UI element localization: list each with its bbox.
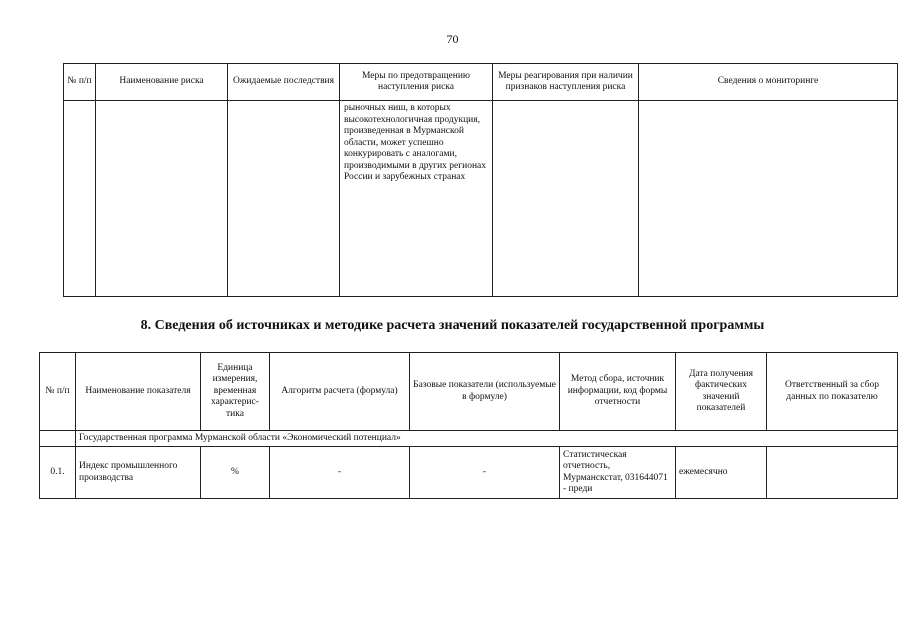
header-base-indicators: Базовые показатели (используемые в формуле) bbox=[410, 353, 560, 431]
cell-collection-method: Статистическая отчетность, Мурманскстат, 031644071 - преди bbox=[560, 447, 676, 499]
header-consequences: Ожидаемые последствия bbox=[228, 64, 340, 101]
header-unit: Единица измерения, временная характерис- тика bbox=[201, 353, 270, 431]
header-risk-name: Наименование риска bbox=[96, 64, 228, 101]
cell-number bbox=[64, 101, 96, 297]
header-number: № п/п bbox=[64, 64, 96, 101]
header-algorithm: Алгоритм расчета (формула) bbox=[270, 353, 410, 431]
cell-base-indicators: - bbox=[410, 447, 560, 499]
cell-number: 0.1. bbox=[40, 447, 76, 499]
section-title: 8. Сведения об источниках и методике расчета значений показателей государственной программы bbox=[140, 318, 765, 333]
header-monitoring: Сведения о мониторинге bbox=[639, 64, 898, 101]
cell-indicator-name: Индекс промышленного производства bbox=[76, 447, 201, 499]
program-row-number bbox=[40, 431, 76, 447]
cell-prevention-measures: рыночных ниш, в которых высокотехнологичная продукция, произведенная в Мурманской области, может успешно конкурировать с аналогами, производимыми в других регионах России и зарубежных странах bbox=[340, 101, 493, 297]
header-responsible: Ответственный за сбор данных по показателю bbox=[767, 353, 898, 431]
cell-consequences bbox=[228, 101, 340, 297]
cell-responsible bbox=[767, 447, 898, 499]
cell-unit: % bbox=[201, 447, 270, 499]
cell-response-measures bbox=[493, 101, 639, 297]
cell-algorithm: - bbox=[270, 447, 410, 499]
program-row bbox=[40, 431, 898, 447]
header-indicator-name: Наименование показателя bbox=[76, 353, 201, 431]
header-number: № п/п bbox=[40, 353, 76, 431]
header-date-received: Дата получения фактических значений показателей bbox=[676, 353, 767, 431]
table-row bbox=[40, 447, 898, 499]
cell-date-received: ежемесячно bbox=[676, 447, 767, 499]
indicator-sources-table bbox=[39, 352, 898, 499]
program-name: Государственная программа Мурманской области «Экономический потенциал» bbox=[76, 431, 898, 447]
cell-risk-name bbox=[96, 101, 228, 297]
table-row bbox=[64, 101, 898, 297]
page-number: 70 bbox=[446, 32, 459, 46]
header-prevention-measures: Меры по предотвращению наступления риска bbox=[340, 64, 493, 101]
header-response-measures: Меры реагирования при наличии признаков наступления риска bbox=[493, 64, 639, 101]
header-collection-method: Метод сбора, источник информации, код формы отчетности bbox=[560, 353, 676, 431]
risk-table bbox=[63, 63, 898, 297]
risk-table-header-row bbox=[64, 64, 898, 101]
source-table-header-row bbox=[40, 353, 898, 431]
cell-monitoring bbox=[639, 101, 898, 297]
